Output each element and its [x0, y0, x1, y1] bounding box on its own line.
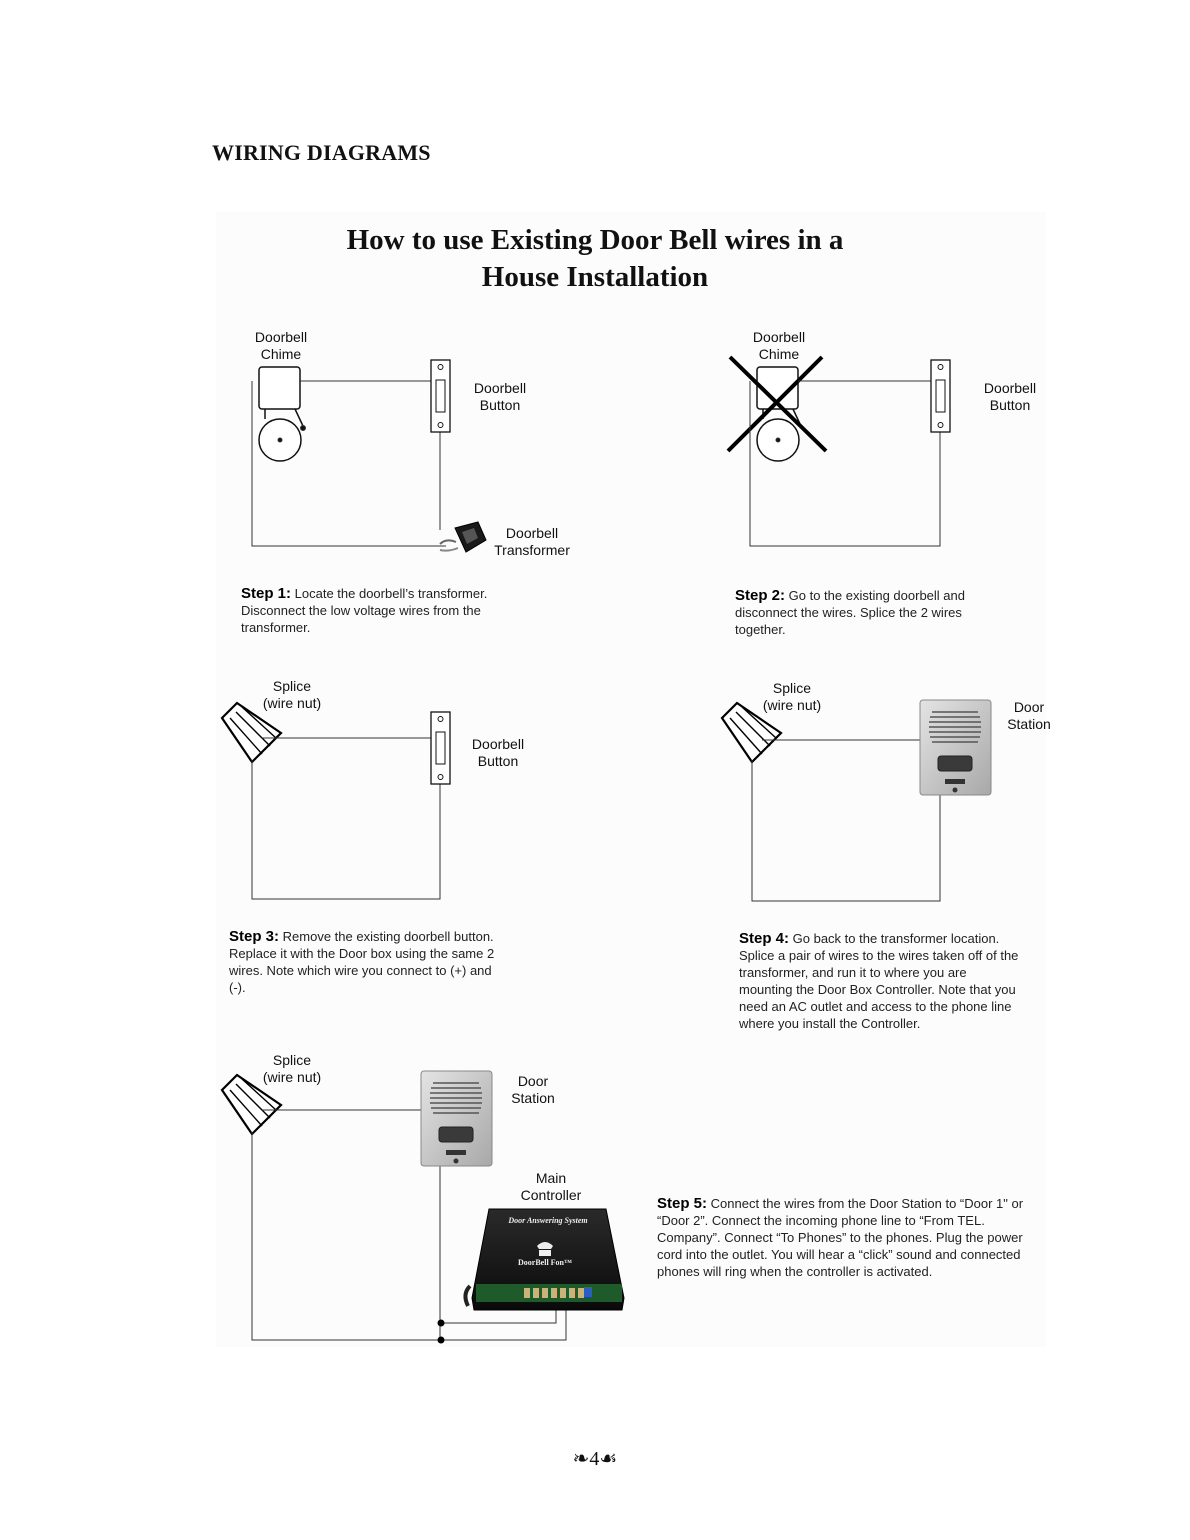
splice-label-line-1: Splice [272, 1052, 312, 1068]
step-1 [241, 585, 526, 636]
chime-label-line-1: Doorbell [752, 329, 806, 345]
diagram-5 [222, 1071, 624, 1344]
page-number-ornament-left: ❧ [572, 1448, 590, 1470]
station-label [1000, 699, 1058, 733]
page-number-value: 4 [589, 1448, 600, 1470]
splice-label-line-2: (wire nut) [762, 697, 822, 713]
step-3 [229, 928, 499, 996]
chime-label-line-1: Doorbell [254, 329, 308, 345]
step-text: Go back to the transformer location. Splice a pair of wires to the wires taken off of the transformer, and run it to where you are mounting the Door Box Controller. Note that you need an AC outlet and access to the phone line where you install the Controller. [739, 931, 1019, 1031]
diagram-1 [252, 360, 486, 552]
chime-label [742, 329, 816, 363]
button-label-line-2: Button [479, 397, 521, 413]
diagram-2 [728, 357, 950, 546]
junction-dot [438, 1337, 445, 1344]
button-label [460, 736, 536, 770]
controller-label-line-1: Main [535, 1170, 567, 1186]
section-heading: WIRING DIAGRAMS [212, 140, 431, 165]
page-number-ornament-right: ☙ [599, 1448, 618, 1470]
button-label [972, 380, 1048, 414]
chime-label-line-2: Chime [260, 346, 302, 362]
splice-label-line-2: (wire nut) [262, 1069, 322, 1085]
step-heading: Step 4: [739, 930, 790, 947]
diagram-title-line-2: House Installation [481, 261, 709, 293]
station-label-line-1: Door [517, 1073, 549, 1089]
station-label-line-1: Door [1013, 699, 1045, 715]
diagram-3 [222, 703, 450, 899]
door-station-icon [421, 1071, 492, 1166]
step-2 [735, 587, 1005, 638]
splice-label-line-2: (wire nut) [262, 695, 322, 711]
transformer-label-line-2: Transformer [494, 542, 570, 558]
controller-label [512, 1170, 590, 1204]
transformer-label [488, 525, 576, 559]
diagram-4 [722, 700, 991, 901]
chime-label [244, 329, 318, 363]
doorbell-button-icon [431, 360, 450, 432]
door-station-icon [920, 700, 991, 795]
station-label [503, 1073, 563, 1107]
step-text: Connect the wires from the Door Station to “Door 1" or “Door 2”. Connect the incoming phone line to “From TEL. Company”. Connect “To Phones” to the phones. Plug the power cord into the outlet. You will hear a “click” sound and connected phones will ring when the controller is activated. [657, 1196, 1024, 1279]
step-4 [739, 930, 1019, 1032]
step-text: Go to the existing doorbell and disconnect the wires. Splice the 2 wires together. [735, 588, 965, 637]
wire [752, 760, 940, 901]
junction-dot [438, 1320, 445, 1327]
button-label-line-1: Doorbell [983, 380, 1037, 396]
chime-label-line-2: Chime [758, 346, 800, 362]
splice-label [252, 1052, 332, 1086]
step-text: Remove the existing doorbell button. Replace it with the Door box using the same 2 wires. Note which wire you connect to (+) and (-). [229, 929, 495, 995]
splice-label-line-1: Splice [772, 680, 812, 696]
splice-label [752, 680, 832, 714]
doorbell-button-icon [931, 360, 950, 432]
button-label-line-1: Doorbell [471, 736, 525, 752]
splice-label [252, 678, 332, 712]
wire [252, 760, 440, 899]
transformer-icon [440, 522, 486, 552]
controller-label-line-2: Controller [520, 1187, 582, 1203]
button-label-line-2: Button [989, 397, 1031, 413]
station-label-line-2: Station [1007, 716, 1051, 732]
doorbell-chime-icon [259, 367, 306, 461]
button-label-line-2: Button [477, 753, 519, 769]
transformer-label-line-1: Doorbell [505, 525, 559, 541]
diagram-title-line-1: How to use Existing Door Bell wires in a [346, 224, 844, 256]
step-heading: Step 3: [229, 928, 280, 945]
splice-label-line-1: Splice [272, 678, 312, 694]
station-label-line-2: Station [511, 1090, 555, 1106]
step-heading: Step 2: [735, 587, 786, 604]
step-5 [657, 1195, 1042, 1280]
button-label [462, 380, 538, 414]
button-label-line-1: Doorbell [473, 380, 527, 396]
controller-title-text: Door Answering System [508, 1216, 588, 1225]
step-text: Locate the doorbell’s transformer. Disconnect the low voltage wires from the transformer. [241, 586, 488, 635]
doorbell-button-icon [431, 712, 450, 784]
step-heading: Step 1: [241, 585, 292, 602]
page-number [565, 1446, 625, 1471]
controller-brand-text: DoorBell Fon™ [518, 1258, 572, 1267]
step-heading: Step 5: [657, 1195, 708, 1212]
